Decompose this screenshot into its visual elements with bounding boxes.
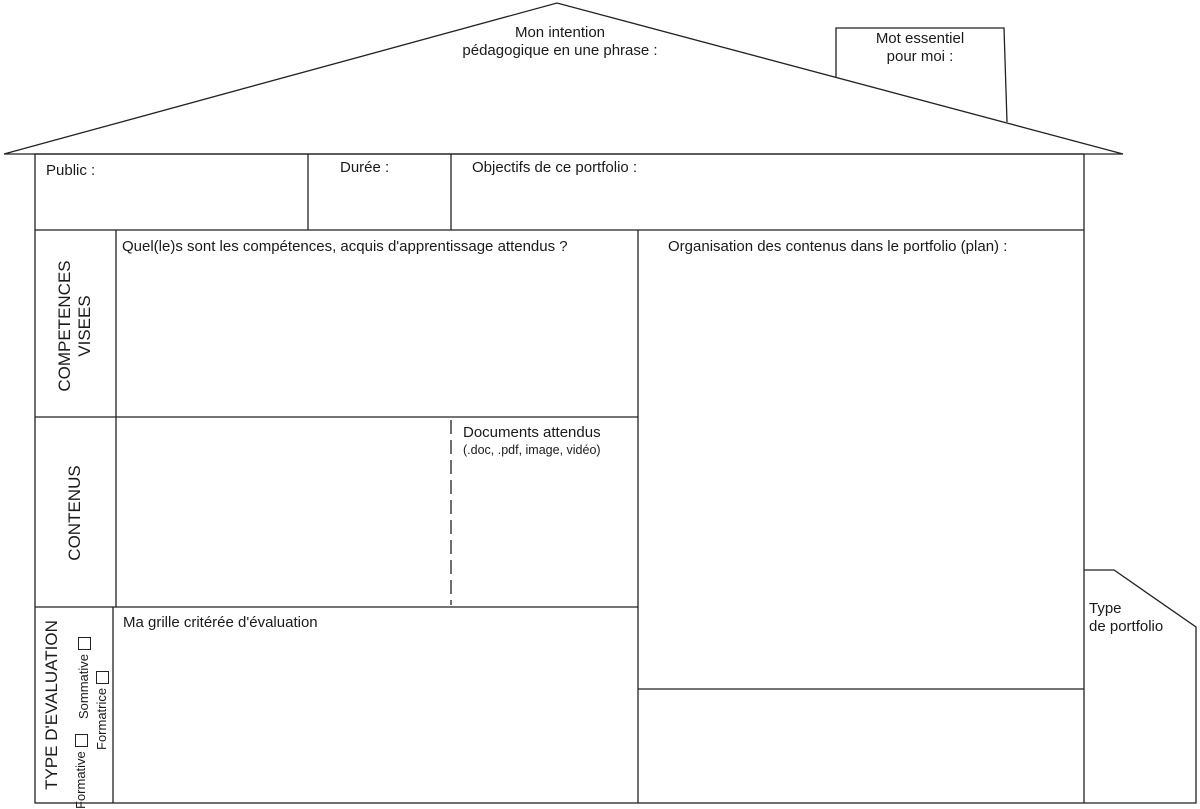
formatrice-checkbox[interactable] (96, 671, 109, 684)
type-portfolio-line2: de portfolio (1089, 618, 1164, 635)
intention-label-line1: Mon intention (514, 24, 606, 41)
sommative-label: Sommative (76, 653, 91, 719)
duree-label: Durée : (340, 159, 390, 176)
competences-title-line2: VISEES (75, 295, 94, 357)
evaluation-title-text: TYPE D'EVALUATION (42, 620, 61, 790)
objectifs-label: Objectifs de ce portfolio : (472, 159, 638, 176)
intention-label (420, 24, 700, 60)
competences-title (55, 231, 99, 421)
documents-title: Documents attendus (463, 424, 601, 441)
organisation-label: Organisation des contenus dans le portfolio (plan) : (668, 238, 1008, 255)
contenus-title-text: CONTENUS (65, 465, 84, 561)
public-label: Public : (46, 162, 96, 179)
formative-label: Formative (73, 751, 88, 809)
formative-checkbox[interactable] (75, 734, 88, 747)
evaluation-option-sommative[interactable] (75, 607, 93, 719)
essential-word-label (840, 30, 1000, 66)
intention-label-line2: pédagogique en une phrase : (462, 42, 658, 59)
grille-label: Ma grille critérée d'évaluation (123, 614, 318, 631)
documents-formats: (.doc, .pdf, image, vidéo) (463, 443, 601, 457)
essential-word-line2: pour moi : (886, 48, 954, 65)
essential-word-line1: Mot essentiel (875, 30, 965, 47)
type-portfolio-label (1089, 600, 1163, 636)
evaluation-option-formatrice[interactable] (93, 638, 111, 750)
evaluation-title (42, 610, 64, 800)
sommative-checkbox[interactable] (78, 637, 91, 650)
formatrice-label: Formatrice (94, 687, 109, 750)
type-portfolio-line1: Type (1089, 600, 1122, 617)
contenus-title (65, 423, 87, 603)
competences-question: Quel(le)s sont les compétences, acquis d'apprentissage attendus ? (122, 238, 568, 255)
competences-title-line1: COMPETENCES (55, 260, 74, 392)
